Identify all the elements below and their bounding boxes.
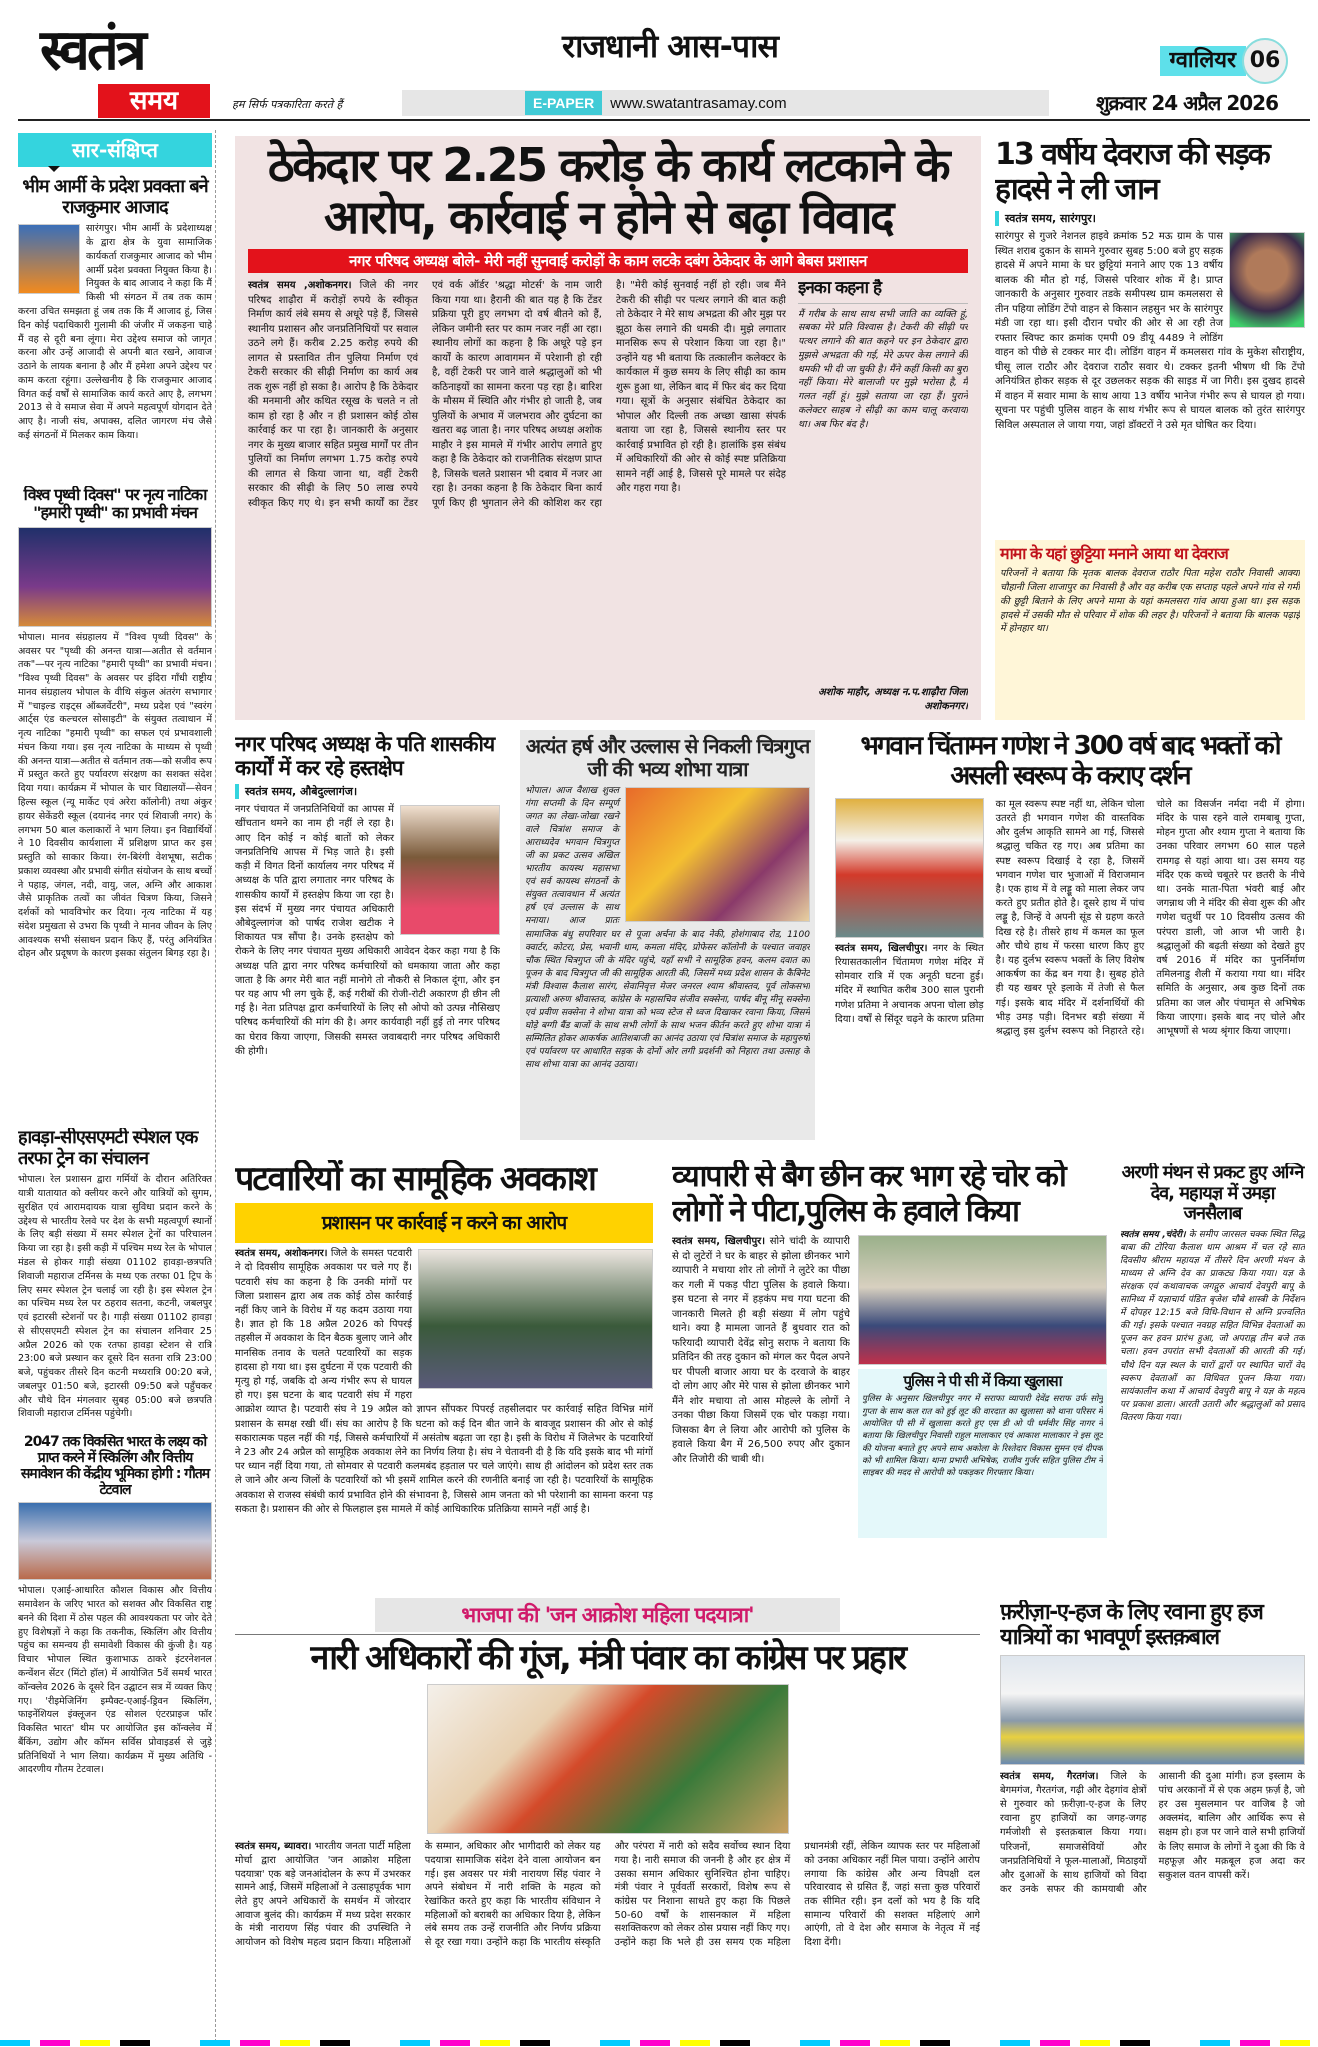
quote-text: मैं गरीब के साथ साथ सभी जाति का व्यक्ति हूं, सबका मेरे प्रति विश्वास है। टेकरी की सीढ़ी पर पत्थर लगाने की बात कहने पर इन ठेकेदार द्वारा मुझसे अभद्रता की गई, मेरे ऊपर केस लगाने की धमकी भी दी जा चुकी है। मैंने कहीं किसी का बुरा नहीं किया। मेरे बालाजी पर मुझे भरोसा है, मैं गलत नहीं हूं। मुझे सताया जा रहा हैं। पुराने कलेक्टर साहब ने सीढ़ी का काम चालू करवाया था। अब फिर बंद है।: [798, 308, 968, 430]
story-headline: नारी अधिकारों की गूंज, मंत्री पंवार का कांग्रेस पर प्रहार: [310, 1638, 905, 1678]
logo-samay: समय: [98, 84, 210, 118]
section-title: राजधानी आस-पास: [562, 27, 778, 65]
story-headline: पटवारियों का सामूहिक अवकाश: [235, 1160, 595, 1199]
story-text: सारंगपुर से गुजरे नेशनल हाइवे क्रमांक 52 मऊ ग्राम के पास स्थित शराब दुकान के सामने गुरुवार सुबह 5:00 बजे हुए सड़क हादसे में अपने मामा के घर छुट्टियां मनाने आए एक 13 वर्षीय बालक की मौत हो गई, जिससे परिवार शोक में है। प्राप्त जानकारी के अनुसार गुरुवार तडके समीपस्थ ग्राम कमलसरा से तीन पहिया लोडिंग टेंपो वाहन से किसान लहसुन भर के सारंगपुर मंडी जा रहा था। इसी दौरान पचोर की ओर से आ रही तेज रफ्तार स्विफ्ट कार क्रमांक एमपी 09 डीयू 4489 ने लोडिंग वाहन को पीछे से टक्कर मार दी। लोडिंग वाहन में कमलसरा गांव के मुकेश सौराष्ट्रीय, घीसू लाल राठौर और देवराज राठौर सवार थे। टक्कर इतनी भीषण थी कि टेंपो अनियंत्रित होकर सड़क से दूर उछलकर सड़क की साइड में जा गिरी। इस दुखद हादसे में वाहन में सवार मामा के साथ आया 13 वर्षीय भानेज गंभीर रूप से घायल हो गया। सूचना पर पहुंची पुलिस वाहन के साथ गंभीर रूप से घायल बालक को तुरंत सारंगपुर सिविल अस्पताल ले जाया गया, जहां डॉक्टरों ने उसे मृत घोषित कर दिया।: [995, 231, 1305, 431]
epaper-badge[interactable]: E-PAPER: [525, 91, 602, 115]
edition-badge: [1160, 38, 1288, 84]
box-title: मामा के यहां छुट्टिया मनाने आया था देवराज: [1000, 544, 1228, 563]
box-text: परिजनों ने बताया कि मृतक बालक देवराज राठौर पिता महेश राठौर निवासी आक्या चौहानी जिला शाजापुर का निवासी है और वह करीब एक सप्ताह पहले अपने गांव से गर्मी की छुट्टी बिताने के लिए अपने मामा के यहां कमलसरा गांव आया हुआ था। इस सड़क हादसे में उसकी मौत से परिवार में शोक की लहर है। परिजनों ने बताया कि बालक पढ़ाई में होनहार था।: [1000, 568, 1300, 635]
photo-dance-drama: [18, 527, 212, 627]
quote-title: इनका कहना है: [798, 279, 882, 299]
patwari-story: [235, 1160, 653, 1538]
story-kicker: भाजपा की 'जन आक्रोश महिला पदयात्रा': [375, 1598, 840, 1632]
story-text: नगर के स्थित रियासतकालीन चिंतामण गणेश मंदिर में सोमवार रात्रि में एक अनूठी घटना हुई। मंदिर में स्थापित करीब 300 साल पुरानी गणेश प्रतिमा ने अचानक अपना चोला छोड़ दिया। वर्षों से सिंदूर चढ़ने के कारण प्रतिमा का मूल स्वरूप स्पष्ट नहीं था, लेकिन चोला उतरते ही भगवान गणेश की वास्तविक और दुर्लभ आकृति सामने आ गई, जिससे श्रद्धालु चकित रह गए। अब प्रतिमा का स्पष्ट स्वरूप दिखाई दे रहा है, जिसमें भगवान गणेश चार भुजाओं में विराजमान है। एक हाथ में वे लड्डू को माला लेकर जप करते हुए प्रतीत होते है। दूसरे हाथ में पांच लड्डू है, जिन्हें वे अपनी सूंड से ग्रहण करते दिख रहे है। तीसरे हाथ में कमल का फूल और चौथे हाथ में फरसा धारण किए हुए है। यह दुर्लभ स्वरूप भक्तों के लिए विशेष आकर्षण का केंद्र बन गया है। सुबह होते ही यह खबर पूरे इलाके में तेजी से फैल गई। इसके बाद मंदिर में दर्शनार्थियों की भीड़ उमड़ पड़ी। दिनभर बड़ी संख्या में श्रद्धालु इस दुर्लभ स्वरूप को निहारते रहे। चोले का विसर्जन नर्मदा नदी में होगा। मंदिर के पास रहने वाले रामबाबू गुप्ता, मोहन गुप्ता और श्याम गुप्ता ने बताया कि उनका परिवार लगभग 60 साल पहले रामगढ़ से यहां आया था। उस समय यह मंदिर एक कच्चे चबूतरे पर छतरी के नीचे था। उनके माता-पिता भंवरी बाई और जगन्नाथ जी ने मंदिर की सेवा शुरू की और गणेश चतुर्थी पर 10 दिवसीय उत्सव की परंपरा डाली, जो आज भी जारी है। श्रद्धालुओं की बढ़ती संख्या को देखते हुए वर्ष 2016 में मंदिर का पुनर्निर्माण तमिलनाडु शैली में कराया गया था। मंदिर समिति के अनुसार, अब कुछ दिनों तक प्रतिमा का जल और पंचामृत से अभिषेक किया जाएगा। इसके बाद नए चोले और आभूषणों से भव्य श्रृंगार किया जाएगा।: [835, 798, 1305, 1038]
brief-story: [18, 1434, 212, 2036]
photo-procession: [625, 787, 810, 922]
registration-bar: [0, 2040, 1318, 2046]
story-text: सारंगपुर। भीम आर्मी के प्रदेशाध्यक्ष के द्वारा क्षेत्र के युवा सामाजिक कार्यकर्ता राजकुमार आजाद को भीम आर्मी प्रदेश प्रवक्ता नियुक्त किया है। नियुक्त के बाद आजाद ने कहा कि मैं किसी भी संगठन में तब तक काम करना उचित समझता हूं जब तक कि मैं आजाद हूं, जिस दिन कोई पदाधिकारी गुलामी की जंजीर में जकड़ना चाहे मैं वह से दूरी बना लूंगा। मेरा उद्देश्य समाज को जागृत करना और उन्हें आजादी से अपनी बात रखने, आवाज उठाने के लायक बनाना है और मैं हमेशा अपने उद्देश्य पर काम करता रहूंगा। उल्लेखनीय है कि राजकुमार आजाद विगत कई वर्षों से सामाजिक कार्य करते आए है, लगभग 2013 से वे समाज सेवा में अपने महत्वपूर्ण योगदान देते आए है। नाजी संघ, अपाक्स, दलित जागरण मंच जैसे कई संगठनों में मिलकर काम किया।: [18, 223, 212, 441]
arani-story: [1120, 1163, 1305, 1538]
chor-story: [672, 1160, 1107, 1538]
lead-text: [248, 279, 786, 714]
story-headline: अरणी मंथन से प्रकट हुए अग्नि देव, महायज्ञ में उमड़ा जनसैलाब: [1121, 1163, 1304, 1225]
story-headline: विश्व पृथ्वी दिवस" पर नृत्य नाटिका "हमारी पृथ्वी" का प्रभावी मंचन: [23, 486, 207, 523]
byline: स्वतंत्र समय, खिलचीपुर।: [672, 1236, 766, 1247]
devraj-story: [995, 138, 1305, 720]
photo-devraj: [1229, 232, 1305, 328]
box-text: पुलिस के अनुसार खिलचीपुर नगर में सराफा व्यापारी देवेंद्र सराफ उर्फ सोनु गुप्ता के साथ कल रात को हुई लूट की वारदात का खुलासा को थाना परिसर में आयोजित पी सी में खुलासा करते हुए एस डी ओ पी धर्मवीर सिंह नागर ने बताया कि खिलचीपुर निवासी राहुल मालाकार एवं आकाश मालाकार ने इस लूट की योजना बनाते हुए अपने साथ अकोला के रिश्तेदार विकास सुमन एवं दीपक को भी शामिल किया। थाना प्रभारी अभिषेक, राजीव गुर्जर सहित पुलिस टीम ने साइबर की मदद से आरोपी को पकड़कर गिरफ्तार किया।: [862, 1394, 1103, 1479]
story-headline: नगर परिषद अध्यक्ष के पति शासकीय कार्यों में कर रहे हस्तक्षेप: [235, 732, 495, 781]
byline: स्वतंत्र समय, खिलचीपुर।: [835, 942, 928, 954]
byline: स्वतंत्र समय, अशोकनगर।: [235, 1248, 328, 1260]
byline: स्वतंत्र समय, औबेदुल्लागंज।: [235, 784, 500, 799]
brief-story: [18, 133, 212, 478]
chitragupt-story: [520, 730, 815, 1140]
lead-headline: ठेकेदार पर 2.25 करोड़ के कार्य लटकाने के आरोप, कार्रवाई न होने से बढ़ा विवाद: [267, 138, 949, 244]
quote-box: [798, 279, 968, 714]
story-text: जिले की नगर परिषद शाढ़ौरा में करोड़ों रुपये के स्वीकृत निर्माण कार्य लंबे समय से अधूरे पड़े हैं, जिससे स्थानीय प्रशासन और जनप्रतिनिधियों पर सवाल उठने लगे हैं। करीब 2.25 करोड़ रुपये की लागत से प्रस्तावित तीन पुलिया निर्माण एवं टेकरी सरकार की सीढ़ी निर्माण का कार्य अब तक शुरू नहीं हो सका है। आरोप है कि ठेकेदार की मनमानी और कथित रसूख के चलते न तो काम हो रहा है और न ही प्रशासन कोई ठोस कार्रवाई कर पा रहा है। जानकारी के अनुसार नगर के मुख्य बाजार सहित प्रमुख मार्गों पर तीन पुलियों का निर्माण लगभग 1.75 करोड़ रुपये की लागत से किया जाना था, वहीं टेकरी सरकार की सीढ़ी के लिए 50 लाख रुपये स्वीकृत किए गए थे। इन सभी कार्यों का टेंडर एवं वर्क ऑर्डर 'श्रद्धा मोटर्स' के नाम जारी किया गया था। हैरानी की बात यह है कि टेंडर प्रक्रिया पूरी हुए लगभग दो वर्ष बीतने को हैं, लेकिन जमीनी स्तर पर काम नजर नहीं आ रहा। स्थानीय लोगों का कहना है कि अधूरे पड़े इन कार्यों के कारण आवागमन में परेशानी हो रही है, वहीं टेकरी पर जाने वाले श्रद्धालुओं को भी कठिनाइयों का सामना करना पड़ रहा है। बारिश के मौसम में स्थिति और गंभीर हो जाती है, जब पुलियों के अभाव में जलभराव और दुर्घटना का खतरा बढ़ जाता है। नगर परिषद अध्यक्ष अशोक माहौर ने इस मामले में गंभीर आरोप लगाते हुए कहा है कि ठेकेदार को राजनीतिक संरक्षण प्राप्त है, जिसके चलते प्रशासन भी दबाव में नजर आ रहा है। उनका कहना है कि ठेकेदार बिना कार्य पूर्ण किए ही भुगतान लेने की कोशिश कर रहा है। "मेरी कोई सुनवाई नहीं हो रही। जब मैंने टेकरी की सीढ़ी पर पत्थर लगाने की बात कही तो ठेकेदार ने मेरे साथ अभद्रता की और मुझ पर झूठा केस लगाने की धमकी दी। मुझे लगातार मानसिक रूप से परेशान किया जा रहा है।" उन्होंने यह भी बताया कि तत्कालीन कलेक्टर के कार्यकाल में कुछ समय के लिए सीढ़ी का काम शुरू हुआ था, लेकिन बाद में फिर बंद कर दिया गया। सूत्रों के अनुसार संबंधित ठेकेदार का भोपाल और दिल्ली तक अच्छा खासा संपर्क बताया जा रहा है, जिससे स्थानीय स्तर पर कार्रवाई प्रभावित हो रही है। हालांकि इस संबंध में अधिकारियों की ओर से कोई स्पष्ट प्रतिक्रिया सामने नहीं आई है, जिससे पूरे मामले पर संदेह और गहरा गया है।: [248, 280, 786, 509]
story-headline: भीम आर्मी के प्रदेश प्रवक्ता बने राजकुमार आजाद: [22, 176, 208, 218]
issue-date: शुक्रवार 24 अप्रैल 2026: [1095, 91, 1278, 115]
epaper-bar: [402, 90, 1049, 116]
byline: स्वतंत्र समय, गैरतगंज।: [1000, 1770, 1099, 1782]
story-headline: व्यापारी से बैग छीन कर भाग रहे चोर को लोगों ने पीटा,पुलिस के हवाले किया: [672, 1160, 1065, 1229]
story-headline: हावड़ा-सीएसएमटी स्पेशल एक तरफा ट्रेन का संचालन: [18, 1128, 198, 1169]
lead-strapline: नगर परिषद अध्यक्ष बोले- मेरी नहीं सुनवाई करोड़ों के काम लटके दबंग ठेकेदार के आगे बेबस प्रशासन: [248, 249, 968, 273]
story-text: नगर पंचायत में जनप्रतिनिधियों का आपस में खींचतान थमने का नाम ही नहीं ले रहा है। आए दिन कोई न कोई बातों को लेकर जनप्रतिनिधि आपस में भिड़ जाते है। इसी कड़ी में विगत दिनों कार्यालय नगर परिषद में अध्यक्ष के पति द्वारा लगातार नगर परिषद के शासकीय कार्यों में हस्तक्षेप किया जा रहा है। इस संदर्भ में मुख्य नगर पंचायत अधिकारी औबेदुल्लागंज को पार्षद राजेश खटीक ने शिकायत पत्र सौंपा है। उनके हस्तक्षेप को रोकने के लिए नगर पंचायत मुख्य अधिकारी आवेदन देकर कहा गया है कि अध्यक्ष पति द्वारा नगर परिषद कर्मचारियों को धमकाया जाता और कहा जाता है कि अगर मेरी बात नहीं मानोगे तो नौकरी से निकाल दूंगा, और इन पर यह आप भी लग चुके हैं, कई गरीबों की रोजी-रोटी अकारण ही छीन ली गई है। नेता प्रतिपक्ष द्वारा कर्मचारियों के लिए सौ ओपो को उत्पन्न नौसिखए परिषद कर्मचारियों की मांग की है। अगर कार्यवाही नहीं हुई तो नगर परिषद का घेराव किया जाएगा, जिसकी समस्त जवाबदारी नगर परिषद अधिकारी की होगी।: [235, 804, 500, 1057]
box-title: पुलिस ने पी सी में किया खुलासा: [903, 1372, 1062, 1390]
edition-city: ग्वालियर: [1160, 46, 1246, 76]
story-text: के समीप जारसल चक्क स्थित सिद्ध बाबा की टोरिया कैलाश धाम आश्रम में चल रहे सात दिवसीय श्रीराम महायज्ञ में तीसरे दिन अरणी मंथन के माध्यम से अग्नि देव का प्राकट्य किया गया। यज्ञ के संरक्षक एवं कथावाचक जगद्गुरु आचार्य देवपुरी बापू के सानिध्य में यज्ञाचार्य पंडित बृजेश चौबे शास्त्री के निर्देशन में दोपहर 12:15 बजे विधि-विधान से अग्नि प्रज्वलित की गई। इसके पश्चात नवग्रह सहित विभिन्न देवताओं का पूजन कर हवन प्रारंभ हुआ, जो अपराह्न तीन बजे तक चला। हवन उपरांत सभी देवताओं की आरती की गई। चौथे दिन यज्ञ स्थल के चारों द्वारों पर स्थापित चारों वेद स्वरूप देवताओं का विधिवत पूजन किया गया। सायंकालीन कथा में आचार्य देवपुरी बापू ने यज्ञ के महत्व पर प्रकाश डाला। आरती उतारी और श्रद्धालुओं को प्रसाद वितरण किया गया।: [1120, 1230, 1305, 1423]
story-text: भोपाल। आज वैशाख शुक्ल गंगा सप्तमी के दिन सम्पूर्ण जगत का लेखा-जोखा रखने वाले चित्रांश समाज के आराध्यदेव भगवान चित्रगुप्त जी का प्रकट उत्सव अखिल भारतीय कायस्थ महासभा एवं सर्व कायस्थ संगठनों के संयुक्त तत्वावधान में अत्यंत हर्ष एवं उल्लास के साथ मनाया। आज प्रातः सामाजिक बंधु सपरिवार घर से पूजा अर्चना के बाद नेकी, होशंगाबाद रोड, 1100 क्वार्टर, कोटरा, प्रेस, भवानी धाम, कमला मंदिर, प्रोफेसर कॉलोनी के पश्चात जवाहर चौक स्थित चित्रगुप्त जी के मंदिर पहुंचे, यहाँ सभी ने सामूहिक हवन, कलम दवात का पूजन के बाद चित्रगुप्त जी की सामूहिक आरती की, जिसमें मध्य प्रदेश शासन के कैबिनेट मंत्री विश्वास कैलाश सारंग, सेवानिवृत्त मेजर जनरल श्याम श्रीवास्तव, पूर्व लोकसभा प्रत्याशी अरुण श्रीवास्तव, कांग्रेस के महासचिव संजीव सक्सेना, पार्षद बीनू मीनू सक्सेना एवं प्रवीण सक्सेना ने शोभा यात्रा को भव्य स्टेज से ध्वज दिखाकर रवाना किया, जिसमें घोड़े बग्गी बैंड बाजों के साथ सभी लोगों के साथ भजन कीर्तन करते हुए शोभा यात्रा में सम्मिलित होकर आकर्षक आतिशबाजी का आनंद उठाया एवं चित्रांश समाज के महापुरुषों एवं पर्यावरण पर आधारित सड़क के दोनों ओर लगी प्रदर्शनी को निहारा तथा उत्साह के साथ शोभा यात्रा का आनंद उठाया।: [525, 786, 810, 1070]
brief-story: [18, 1128, 212, 1426]
brief-story: [18, 486, 212, 1120]
story-headline: फ़रीज़ा-ए-हज के लिए रवाना हुए हज यात्रियों का भावपूर्ण इस्तक़बाल: [1000, 1600, 1263, 1651]
lead-story-box: [235, 136, 981, 720]
photo-padyatra: [427, 1684, 789, 1834]
story-text: सोने चांदी के व्यापारी से दो लुटेरों ने घर के बाहर से झोला छीनकर भागे व्यापारी ने मचाया शोर तो लोगों ने लुटेरे का पीछा कर गली में पकड़ पीटा पुलिस के हवाले किया। इस घटना से नगर में हड़कंप मच गया घटना की जानकारी मिलते ही बड़ी संख्या में लोग पहुंचे थाने। क्या है मामला जानते हैं बुधवार रात को फरियादी व्यापारी देवेंद्र सोनु सराफ ने बताया कि प्रतिदिन की तरह दुकान को मंगल कर पैदल अपने घर पीपली बाजार आया घर के दरवाजे के बाहर दो लोग आए और मेरे पास से झोला छीनकर भागे मैंने शोर मचाया तो आस मोहल्ले के लोगों ने उनका पीछा किया जिसमें एक चोर पकड़ा गया। जिसका बैग ले लिया और आरोपी को पुलिस के हवाले किया बैग में 26,500 रुपए और दुकान और तिजोरी की चाबी थी।: [672, 1236, 850, 1465]
page-number: 06: [1242, 38, 1288, 84]
story-headline: 2047 तक विकसित भारत के लक्ष्य को प्राप्त करने में स्किलिंग और वित्तीय समावेशन की केंद्रीय भूमिका होगी : गौतम टेटवाल: [20, 1434, 210, 1499]
byline: स्वतंत्र समय, ब्यावरा।: [235, 1841, 312, 1853]
story-text: भोपाल। मानव संग्रहालय में "विश्व पृथ्वी दिवस" के अवसर पर "पृथ्वी की अनन्त यात्रा—अतीत से वर्तमान तक"—पर नृत्य नाटिका "हमारी पृथ्वी" का प्रभावी मंचन। "विश्व पृथ्वी दिवस" के अवसर पर इंदिरा गाँधी राष्ट्रीय मानव संग्रहालय भोपाल के वीथि संकुल अंतरंग सभागार में "चाइल्ड राइट्स ऑब्जर्वेटरी", मध्य प्रदेश एवं "स्वरंग आर्ट्स एंड कल्चरल सोसाइटी" के संयुक्त तत्वाधान में नृत्य नाटिका "हमारी पृथ्वी" का सफल एवं प्रभावशाली मंचन किया गया। इस नृत्य नाटिका के माध्यम से पृथ्वी की अनन्त यात्रा—अतीत से वर्तमान तक—को सजीव रूप में प्रस्तुत करते हुए पर्यावरण संरक्षण का सशक्त संदेश दिया गया। कार्यक्रम में भोपाल के चार विद्यालयों—सेवन हिल्स स्कूल (न्यू मार्केट एवं अरेरा कॉलोनी) तथा अंकुर हायर सेकेंडरी स्कूल (दयानंद नगर एवं शिवाजी नगर) के लगभग 50 बाल कलाकारों ने भाग लिया। इन विद्यार्थियों ने 10 दिवसीय कार्यशाला में प्रशिक्षण प्राप्त कर इस प्रस्तुति को साकार किया। रंग-बिरंगी वेशभूषा, सटीक प्रकाश व्यवस्था और प्रभावी संगीत संयोजन के साथ बच्चों ने पहाड़, जंगल, नदी, वायु, जल, अग्नि और आकाश जैसे प्राकृतिक तत्वों का जीवंत चित्रण किया, जिसने दर्शकों को भावविभोर कर दिया। नृत्य नाटिका में यह संदेश प्रमुखता से उभरा कि पृथ्वी ने मानव जीवन के लिए आवश्यक सभी संसाधन प्रदान किए हैं, परंतु अनियंत्रित दोहन और प्रदूषण के कारण इसका संतुलन बिगड़ रहा है।: [18, 631, 212, 960]
story-text: जिले के बेगमगंज, गैरतगंज, गढ़ी और देहगांव क्षेत्रों से गुरुवार को फ़रीज़ा-ए-हज के लिए रवाना हुए हाजियों का जगह-जगह गर्मजोशी से इस्तक़बाल किया गया। परिजनों, समाजसेवियों और जनप्रतिनिधियों ने फूल-मालाओं, मिठाइयों और दुआओं के साथ हाजियों को विदा कर उनके सफर की कामयाबी और आसानी की दुआ मांगी। हज इस्लाम के पांच अरकानों में से एक अहम फ़र्ज़ है, जो हर उस मुसलमान पर वाजिब है जो अक्लमंद, बालिग और आर्थिक रूप से सक्षम हो। हज पर जाने वाले सभी हाजियों के लिए समाज के लोगों ने दुआ की कि वे महफूज़ और मक़बूल हज अदा कर सकुशल वतन वापसी करें।: [1000, 1770, 1305, 1896]
website-link[interactable]: www.swatantrasamay.com: [610, 94, 787, 112]
haj-story: [1000, 1600, 1305, 2038]
photo-ganesh-idol: [835, 798, 984, 938]
story-strapline: प्रशासन पर कार्रवाई न करने का आरोप: [235, 1203, 653, 1243]
tagline: हम सिर्फ पत्रकारिता करते हैं: [232, 98, 343, 111]
story-headline: अत्यंत हर्ष और उल्लास से निकली चित्रगुप्त जी की भव्य शोभा यात्रा: [525, 734, 810, 781]
story-headline: भगवान चिंतामन गणेश ने 300 वर्ष बाद भक्तों को असली स्वरूप के कराए दर्शन: [860, 732, 1280, 791]
nagar-story: [235, 732, 500, 1132]
photo-patwaris: [418, 1249, 653, 1389]
photo-police-accused: [858, 1235, 1107, 1365]
byline: स्वतंत्र समय ,अशोकनगर।: [248, 280, 352, 292]
story-text: भोपाल। रेल प्रशासन द्वारा गर्मियों के दौरान अतिरिक्त यात्री यातायात को क्लीयर करने और यात्रियों को सुगम, सुरक्षित एवं आरामदायक यात्रा सुविधा प्रदान करने के उद्देश्य से भारतीय रेलवे पर देश के सभी महत्वपूर्ण स्थानों के लिए बड़ी संख्या में समर स्पेशल ट्रेनों का परिचालन किया जा रहा है। इसी कड़ी में पश्चिम मध्य रेल के भोपाल मंडल से होकर गाड़ी संख्या 01102 हावड़ा-छत्रपति शिवाजी महाराज टर्मिनस के मध्य एक तरफा 01 ट्रिप के लिए समर स्पेशल ट्रेन चलाई जा रही है। इस स्पेशल ट्रेन का पश्चिम मध्य रेल पर ठहराव सतना, कटनी, जबलपुर एवं इटारसी स्टेशनों पर है। गाड़ी संख्या 01102 हावड़ा से सीएसएमटी स्पेशल ट्रेन का संचालन शनिवार 25 अप्रैल 2026 को एक रतफा हावड़ा स्टेशन से रात्रि 23:00 बजे प्रस्थान कर दूसरे दिन सतना रात्रि 23:00 बजे, पहुंचकर तीसरे दिन कटनी मध्यरात्रि 00:20 बजे, जबलपुर 01:50 बजे, इटारसी 09:50 बजे पहुँचकर और चौथे दिन मंगलवार सुबह 05:00 बजे छत्रपति शिवाजी महाराज टर्मिनस पहुंचेगी।: [18, 1174, 212, 1420]
sidebar-box: [995, 540, 1305, 720]
byline: स्वतंत्र समय, सारंगपुर।: [995, 211, 1305, 226]
bjp-story: [235, 1598, 980, 2038]
sidebar-label: सार-संक्षिप्त: [18, 133, 212, 167]
story-headline: 13 वर्षीय देवराज की सड़क हादसे ने ली जान: [995, 138, 1269, 207]
masthead-rule: [18, 119, 1310, 121]
sidebar-box: [858, 1369, 1107, 1538]
story-text: जिले के समस्त पटवारी ने दो दिवसीय सामूहिक अवकाश पर चले गए हैं। पटवारी संघ का कहना है कि उनकी मांगों पर जिला प्रशासन द्वारा अब तक कोई ठोस कार्रवाई नहीं किए जाने के विरोध में यह कदम उठाया गया है। ज्ञात हो कि 18 अप्रैल 2026 को पिपरई तहसील में अवकाश के दिन बैठक बुलाए जाने और मानसिक तनाव के चलते पटवारियों का सड़क हादसा हो गया था। इस दुर्घटना में एक पटवारी की मृत्यु हो गई, जबकि दो अन्य गंभीर रूप से घायल हो गए। इस घटना के बाद पटवारी संघ में गहरा आक्रोश व्याप्त है। पटवारी संघ ने 19 अप्रैल को ज्ञापन सौंपकर पिपरई तहसीलदार पर कार्रवाई सहित विभिन्न मांगें प्रशासन के समक्ष रखी थीं। संघ का आरोप है कि घटना को कई दिन बीत जाने के बावजूद प्रशासन की ओर से कोई सकारात्मक पहल नहीं की गई, जिससे कर्मचारियों में असंतोष बढ़ता जा रहा है। इसी के विरोध में जिलेभर के पटवारियों ने 23 और 24 अप्रैल को सामूहिक अवकाश लेने का निर्णय लिया है। संघ ने चेतावनी दी है कि यदि इसके बाद भी मांगों पर ध्यान नहीं दिया गया, तो सोमवार से पटवारी कलमबंद हड़ताल पर चले जाएंगे। साथ ही आंदोलन को प्रदेश स्तर तक ले जाने और अन्य जिलों के पटवारियों को भी इसमें शामिल करने की रणनीति बनाई जा रही है। पटवारियों के सामूहिक अवकाश से राजस्व संबंधी कार्य प्रभावित होने की संभावना है, जिससे आम जनता को भी परेशानी का सामना करना पड़ सकता है। प्रशासन की ओर से फिलहाल इस मामले में कोई आधिकारिक प्रतिक्रिया सामने नहीं आई है।: [235, 1248, 653, 1515]
story-text: भोपाल। एआई-आधारित कौशल विकास और वित्तीय समावेशन के जरिए भारत को सशक्त और विकसित राष्ट्र बनने की दिशा में ठोस पहल की आवश्यकता पर जोर देते हुए विशेषज्ञों ने कहा कि तकनीक, स्किलिंग और वित्तीय पहुंच का समन्वय ही समावेशी विकास की कुंजी है। यह विचार भोपाल स्थित कुशाभाऊ ठाकरे इंटरनेशनल कन्वेंशन सेंटर (मिंटो हॉल) में आयोजित 5वें समर्थ भारत कॉन्क्लेव 2026 के दूसरे दिन उद्घाटन सत्र में व्यक्त किए गए। 'रीइमेजिनिंग इम्पैक्ट-एआई-ड्रिवन स्किलिंग, फाइनेंशियल इंक्लूजन एंड सोशल एंटरप्राइज फॉर विकसित भारत' थीम पर आयोजित इस कॉन्क्लेव में बैंकिंग, उद्योग और कॉमन सर्विस प्रोवाइडर्स से जुड़े प्रतिनिधियों ने भाग लिया। कार्यक्रम में मुख्य अतिथि - आदरणीय गौतम टेटवाल।: [18, 1585, 212, 1776]
logo-swatantra: स्वतंत्र: [40, 17, 144, 83]
quote-author: अशोक माहौर, अध्यक्ष न.प.शाढ़ौरा जिला अशोकनगर।: [818, 687, 968, 712]
photo-councillor: [400, 805, 500, 935]
photo-conclave: [18, 1502, 212, 1580]
ganesh-story: [835, 732, 1305, 1132]
byline: स्वतंत्र समय ,चंदेरी।: [1120, 1230, 1186, 1241]
story-text: भारतीय जनता पार्टी महिला मोर्चा द्वारा आयोजित 'जन आक्रोश महिला पदयात्रा' एक बड़े जनआंदोलन के रूप में उभरकर सामने आई, जिसमें महिलाओं ने उत्साहपूर्वक भाग लेते हुए अपने अधिकारों के समर्थन में जोरदार आवाज बुलंद की। कार्यक्रम में मध्य प्रदेश सरकार के मंत्री नारायण सिंह पंवार की उपस्थिति ने आयोजन को विशेष महत्व प्रदान किया। महिलाओं के सम्मान, अधिकार और भागीदारी को लेकर यह पदयात्रा सामाजिक संदेश देने वाला आयोजन बन गई। इस अवसर पर मंत्री नारायण सिंह पंवार ने अपने संबोधन में नारी शक्ति के महत्व को रेखांकित करते हुए कहा कि भारतीय संविधान ने महिलाओं को बराबरी का अधिकार दिया है, लेकिन लंबे समय तक उन्हें राजनीति और निर्णय प्रक्रिया से दूर रखा गया। उन्होंने कहा कि भारतीय संस्कृति और परंपरा में नारी को सदैव सर्वोच्च स्थान दिया गया है। नारी समाज की जननी है और हर क्षेत्र में उसका समान अधिकार सुनिश्चित होना चाहिए। मंत्री पंवार ने पूर्ववर्ती सरकारों, विशेष रूप से कांग्रेस पर निशाना साधते हुए कहा कि पिछले 50-60 वर्षों के शासनकाल में महिला सशक्तिकरण को लेकर ठोस प्रयास नहीं किए गए। उन्होंने कहा कि भले ही उस समय एक महिला प्रधानमंत्री रहीं, लेकिन व्यापक स्तर पर महिलाओं को उनका अधिकार नहीं मिल पाया। उन्होंने आरोप लगाया कि कांग्रेस और अन्य विपक्षी दल परिवारवाद से ग्रसित हैं, जहां सत्ता कुछ परिवारों तक सीमित रही। इन दलों को भय है कि यदि सामान्य परिवारों की सशक्त महिलाएं आगे आएंगी, तो वे देश और समाज के नेतृत्व में नई दिशा देंगी।: [235, 1841, 980, 1949]
photo-rajkumar-azad: [18, 224, 80, 294]
photo-haj-pilgrims: [1000, 1655, 1305, 1765]
